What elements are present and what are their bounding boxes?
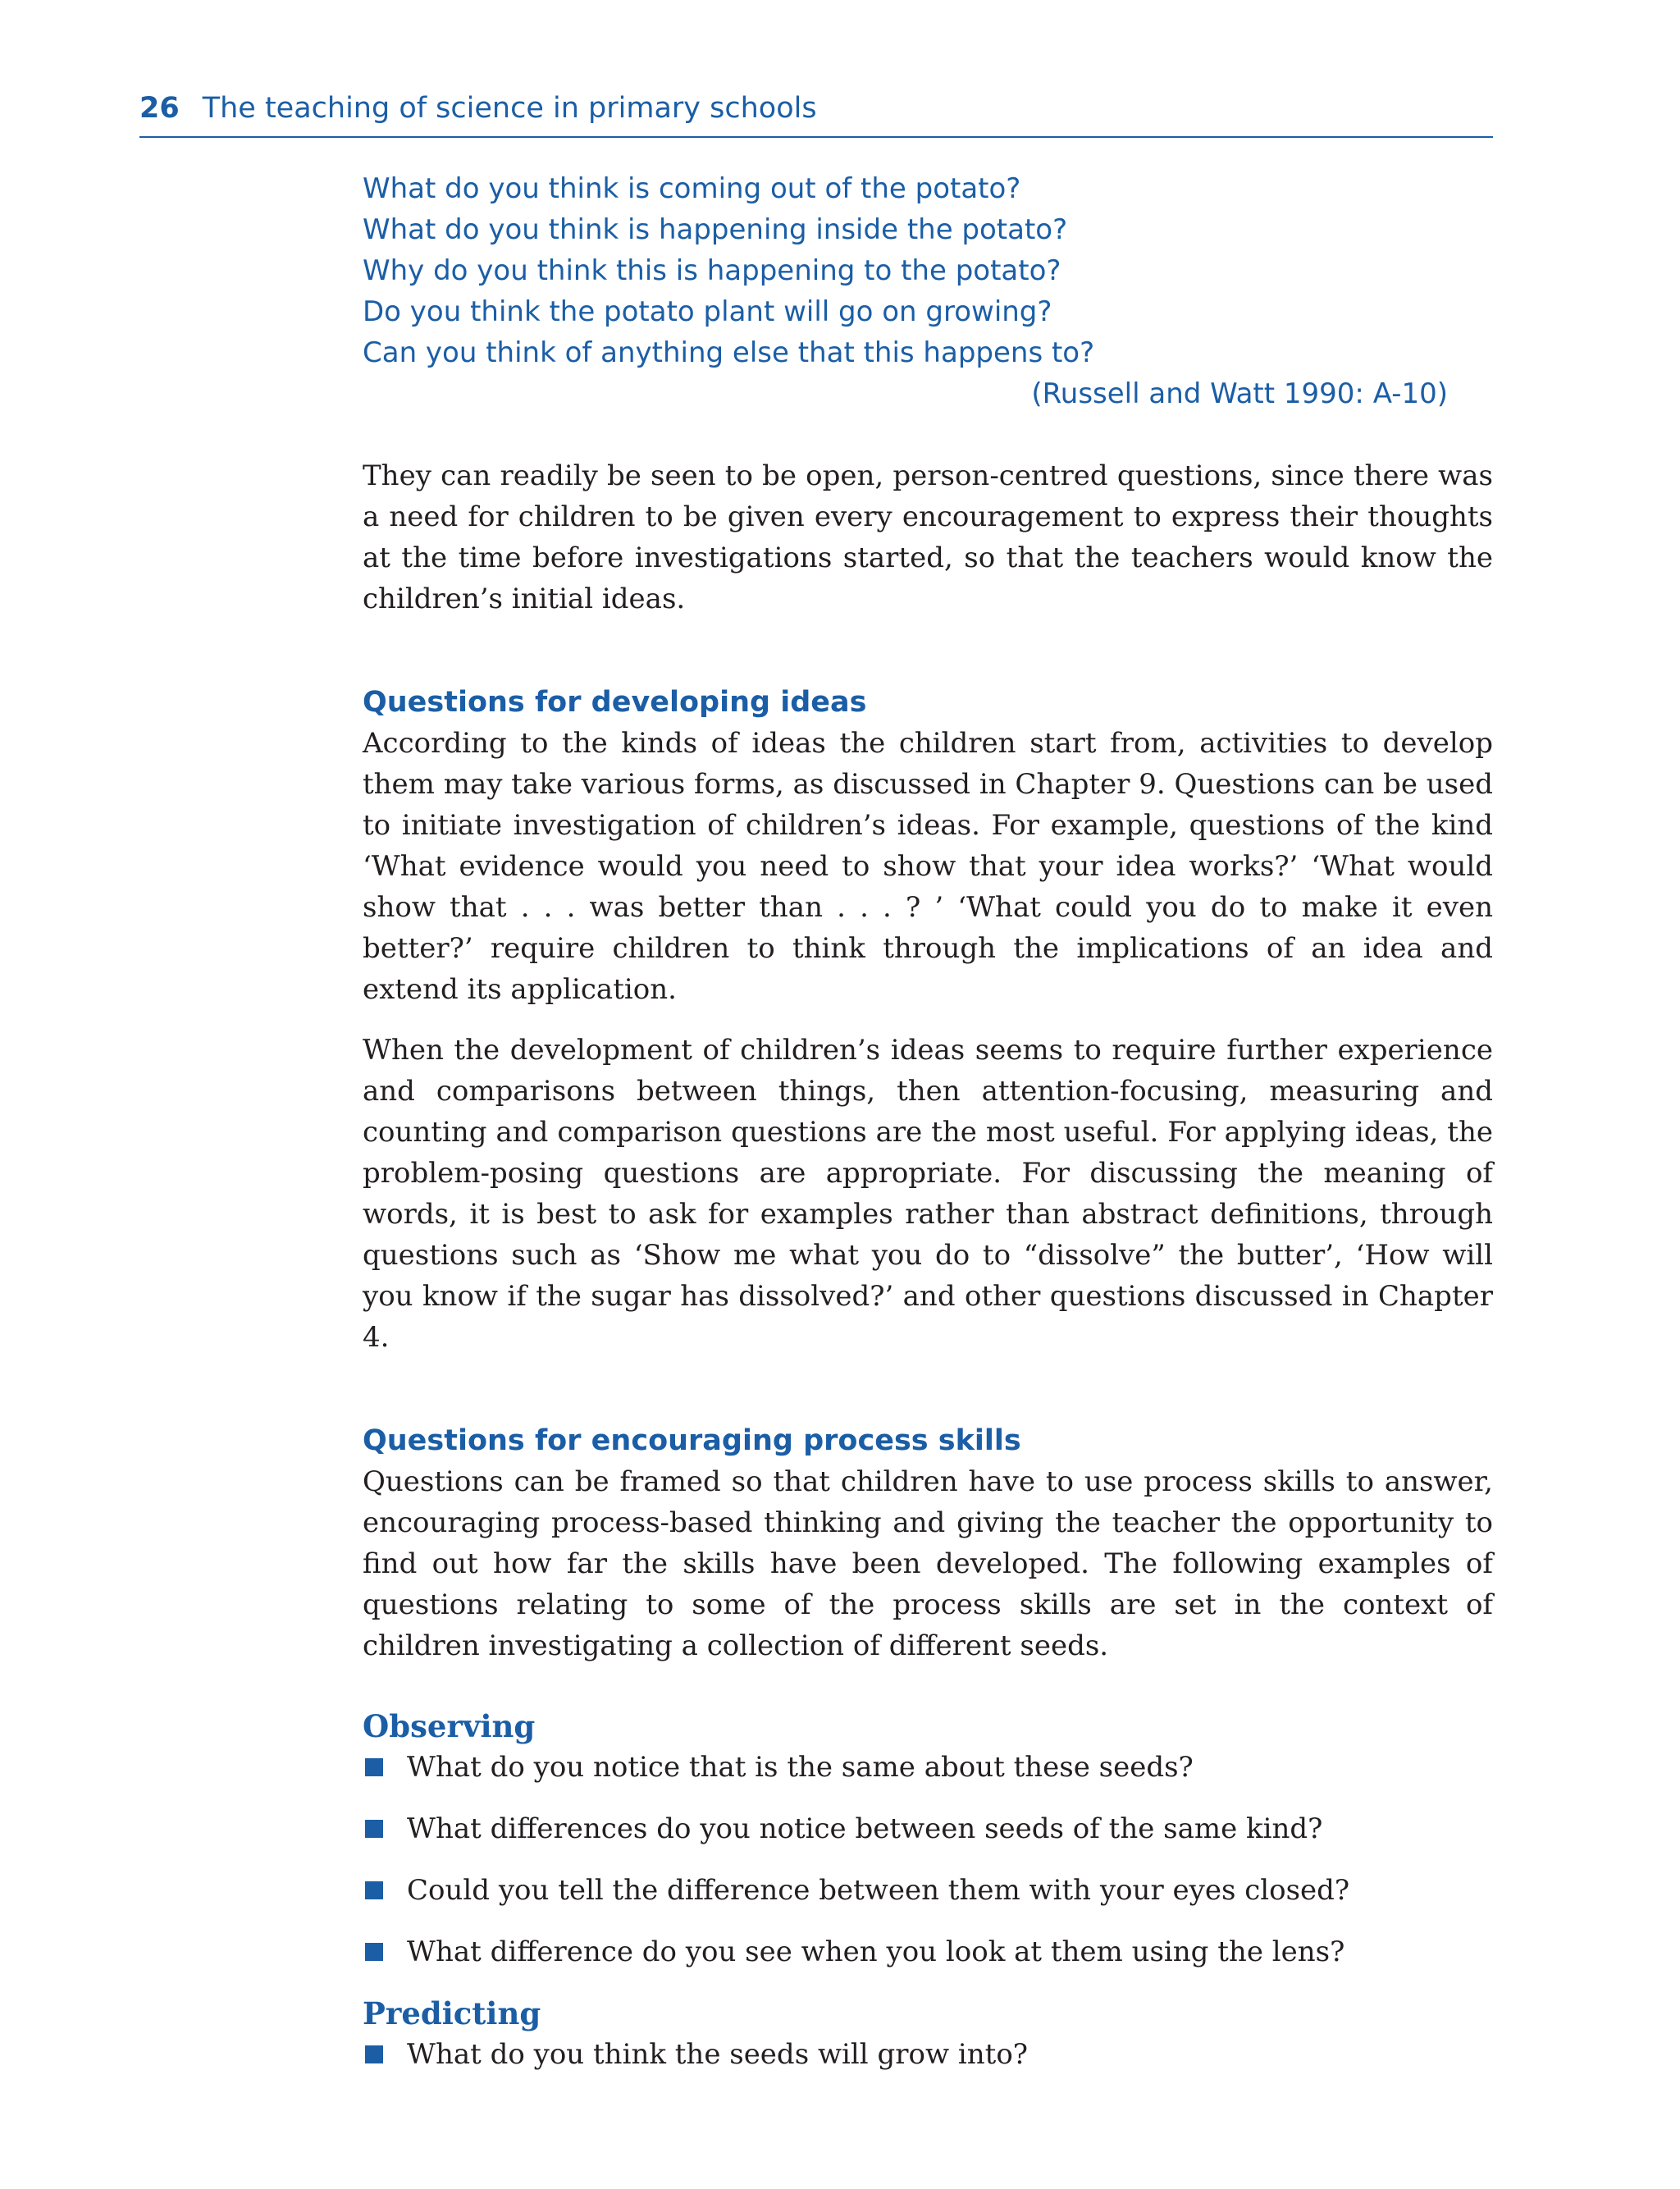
heading-observing: Observing — [363, 1708, 536, 1744]
square-bullet-icon — [365, 1820, 383, 1838]
predicting-list — [363, 2034, 1493, 2075]
list-item — [363, 1808, 1493, 1849]
quoted-question-list — [363, 168, 1493, 373]
quoted-question: What do you think is happening inside the potato? — [363, 213, 1068, 246]
list-item — [363, 1870, 1493, 1911]
quoted-question: Can you think of anything else that this happens to? — [363, 336, 1095, 369]
running-title: The teaching of science in primary schools — [202, 92, 817, 125]
square-bullet-icon — [365, 1881, 383, 1899]
square-bullet-icon — [365, 2045, 383, 2063]
developing-paragraph-1: According to the kinds of ideas the children start from, activities to develop them may take various forms, as discussed in Chapter 9. Questions can be used to initiate investigation of children’s ideas. For example, questions of the kind ‘What evidence would you need to show that your idea works?’ ‘What would show that . . . was better than . . . ? ’ ‘What could you do to make it even better?’ require children to think through the implications of an idea and extend its application. — [363, 727, 1493, 1006]
list-item — [363, 1931, 1493, 1972]
list-item — [363, 1747, 1493, 1788]
square-bullet-icon — [365, 1758, 383, 1776]
list-item-text: What do you notice that is the same about these seeds? — [407, 1751, 1194, 1784]
heading-process-skills: Questions for encouraging process skills — [363, 1424, 1021, 1457]
observing-list — [363, 1747, 1493, 1972]
process-paragraph: Questions can be framed so that children have to use process skills to answer, encouraging process-based thinking and giving the teacher the opportunity to find out how far the skills have been developed. The following examples of questions relating to some of the process skills are set in the context of children investigating a collection of different seeds. — [363, 1465, 1493, 1662]
list-item-text: What difference do you see when you look at them using the lens? — [407, 1935, 1345, 1968]
list-item-text: Could you tell the difference between them with your eyes closed? — [407, 1874, 1350, 1907]
quoted-question: What do you think is coming out of the potato? — [363, 172, 1021, 205]
heading-developing-ideas: Questions for developing ideas — [363, 686, 867, 719]
citation: (Russell and Watt 1990: A-10) — [1031, 377, 1448, 410]
list-item-text: What differences do you notice between seeds of the same kind? — [407, 1812, 1323, 1845]
square-bullet-icon — [365, 1943, 383, 1961]
running-header — [139, 92, 1493, 138]
list-item-text: What do you think the seeds will grow into? — [407, 2038, 1029, 2071]
quoted-question: Why do you think this is happening to the potato? — [363, 254, 1061, 287]
page-number: 26 — [139, 92, 180, 125]
quoted-question: Do you think the potato plant will go on growing? — [363, 295, 1052, 328]
developing-paragraph-2: When the development of children’s ideas seems to require further experience and comparisons between things, then attention-focusing, measuring and counting and comparison questions are the most useful. For applying ideas, the problem-posing questions are appropriate. For discussing the meaning of words, it is best to ask for examples rather than abstract definitions, through questions such as ‘Show me what you do to “dissolve” the butter’, ‘How will you know if the sugar has dissolved?’ and other questions discussed in Chapter 4. — [363, 1034, 1493, 1354]
list-item — [363, 2034, 1493, 2075]
page-content — [363, 168, 1493, 2095]
heading-predicting: Predicting — [363, 1995, 541, 2031]
intro-paragraph: They can readily be seen to be open, person-centred questions, since there was a need for children to be given every encouragement to express their thoughts at the time before investigations started, so that the teachers would know the children’s initial ideas. — [363, 459, 1493, 615]
